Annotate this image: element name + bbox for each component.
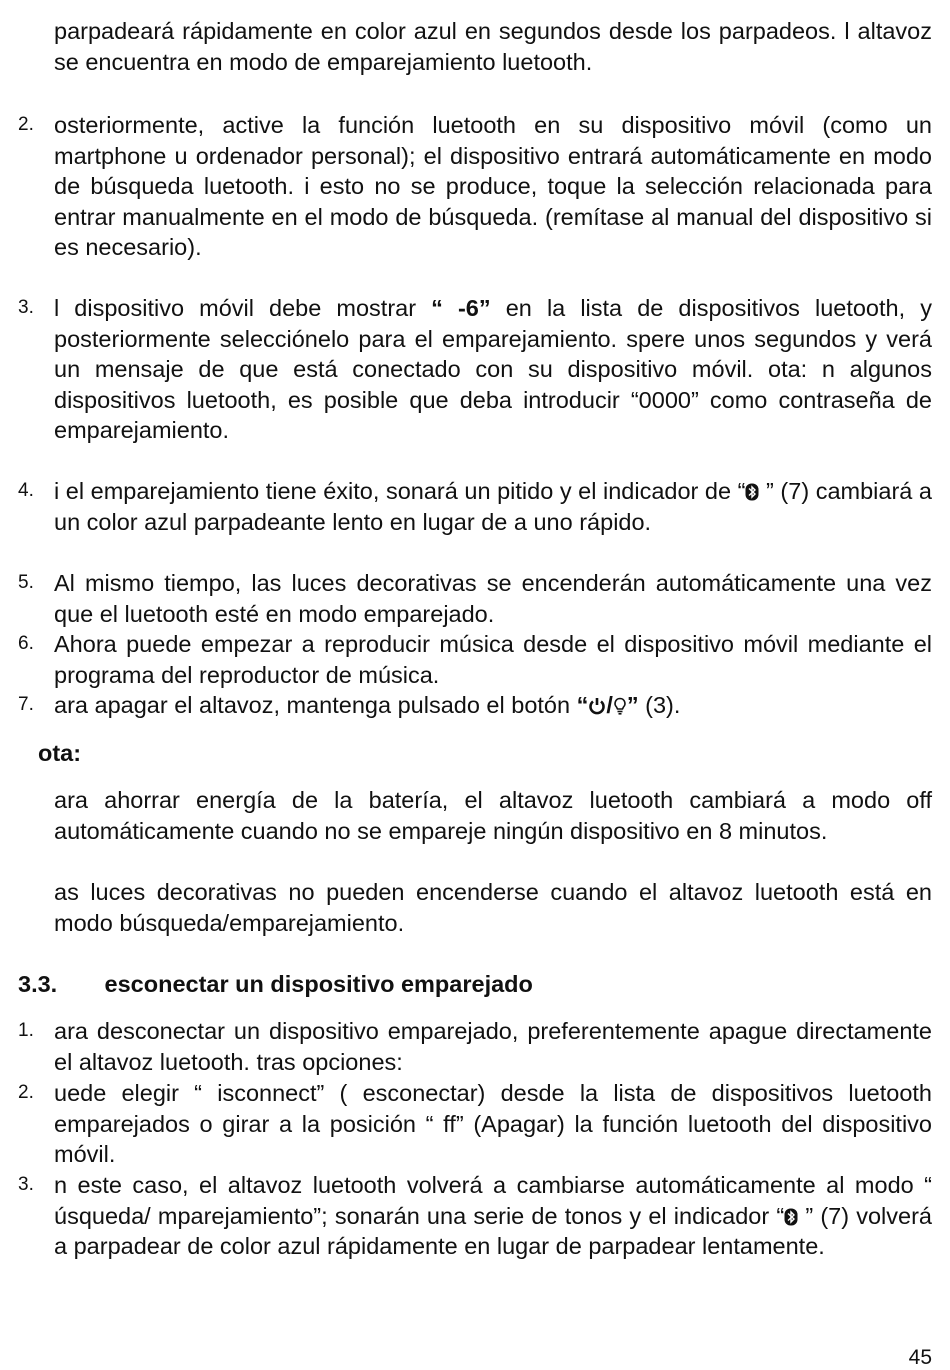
item-number: 3.	[18, 1174, 34, 1195]
bluetooth-icon	[745, 483, 759, 501]
step-text: l dispositivo móvil debe mostrar	[54, 295, 432, 321]
step-text: i el emparejamiento tiene éxito, sonará un pitido y el indicador de “	[54, 478, 746, 504]
pairing-step-3	[54, 293, 932, 446]
pairing-step-4	[54, 476, 932, 537]
item-number: 2.	[18, 114, 34, 135]
item-number: 7.	[18, 694, 34, 715]
button-quote: ”	[626, 692, 639, 718]
button-separator: /	[606, 692, 613, 718]
item-number: 6.	[18, 633, 34, 654]
step-text: ” (7) volverá a parpadear de color azul rápidamente en lugar de parpadear lentamente.	[54, 1202, 932, 1259]
section-title: esconectar un dispositivo emparejado	[98, 971, 533, 997]
device-name: “ -6”	[431, 295, 491, 321]
step-text: n este caso, el altavoz luetooth volverá a cambiarse automáticamente al modo “ úsqueda/ mparejamiento”; sonarán una serie de tonos y el indicador “	[54, 1172, 932, 1229]
disconnect-step-1: ara desconectar un dispositivo emparejado, preferentemente apague directamente el altavoz luetooth. tras opciones:	[54, 1018, 932, 1075]
pairing-step-2: osteriormente, active la función luetooth en su dispositivo móvil (como un martphone u ordenador personal); el dispositivo entrará automáticamente en modo de búsqueda luetooth. i esto no se produce, toque la selección relacionada para entrar manualmente en el modo de búsqueda. (remítase al manual del dispositivo si es necesario).	[54, 112, 932, 260]
item-number: 4.	[18, 480, 34, 501]
item-number: 1.	[18, 1020, 34, 1041]
power-icon	[588, 697, 606, 715]
pairing-step-5: Al mismo tiempo, las luces decorativas se encenderán automáticamente una vez que el luetooth esté en modo emparejado.	[54, 570, 932, 627]
section-heading	[18, 968, 533, 1000]
note-paragraph: ara ahorrar energía de la batería, el altavoz luetooth cambiará a modo off automáticamente cuando no se empareje ningún dispositivo en 8 minutos.	[54, 787, 932, 844]
step-text: (3).	[638, 692, 681, 718]
item-number: 2.	[18, 1082, 34, 1103]
item-number: 3.	[18, 297, 34, 318]
pairing-step-6: Ahora puede empezar a reproducir música desde el dispositivo móvil mediante el programa del reproductor de música.	[54, 631, 932, 688]
pairing-step-7	[54, 690, 932, 721]
disconnect-step-2: uede elegir “ isconnect” ( esconectar) desde la lista de dispositivos luetooth emparejados o girar a la posición “ ff” (Apagar) la función luetooth del dispositivo móvil.	[54, 1080, 932, 1167]
bluetooth-icon	[784, 1208, 798, 1226]
pairing-intro: parpadeará rápidamente en color azul en segundos desde los parpadeos. l altavoz se encuentra en modo de emparejamiento luetooth.	[54, 18, 932, 75]
item-number: 5.	[18, 572, 34, 593]
page-number: 45	[908, 1346, 932, 1369]
button-quote: “	[576, 692, 589, 718]
section-number: 3.3.	[18, 971, 58, 997]
note-paragraph: as luces decorativas no pueden encenderse cuando el altavoz luetooth está en modo búsqueda/emparejamiento.	[54, 879, 932, 936]
light-bulb-icon	[613, 697, 627, 715]
step-text: en la lista de dispositivos luetooth, y posteriormente selecciónelo para el emparejamiento. spere unos segundos y verá un mensaje de que está conectado con su dispositivo móvil. ota: n algunos dispositivos luetooth, es posible que deba introducir “0000” como contraseña de emparejamiento.	[54, 295, 932, 443]
disconnect-step-3	[54, 1170, 932, 1262]
step-text: ” (7) cambiará a un color azul parpadeante lento en lugar de a uno rápido.	[54, 478, 932, 535]
step-text: ara apagar el altavoz, mantenga pulsado el botón	[54, 692, 577, 718]
note-title: ota:	[38, 740, 82, 766]
